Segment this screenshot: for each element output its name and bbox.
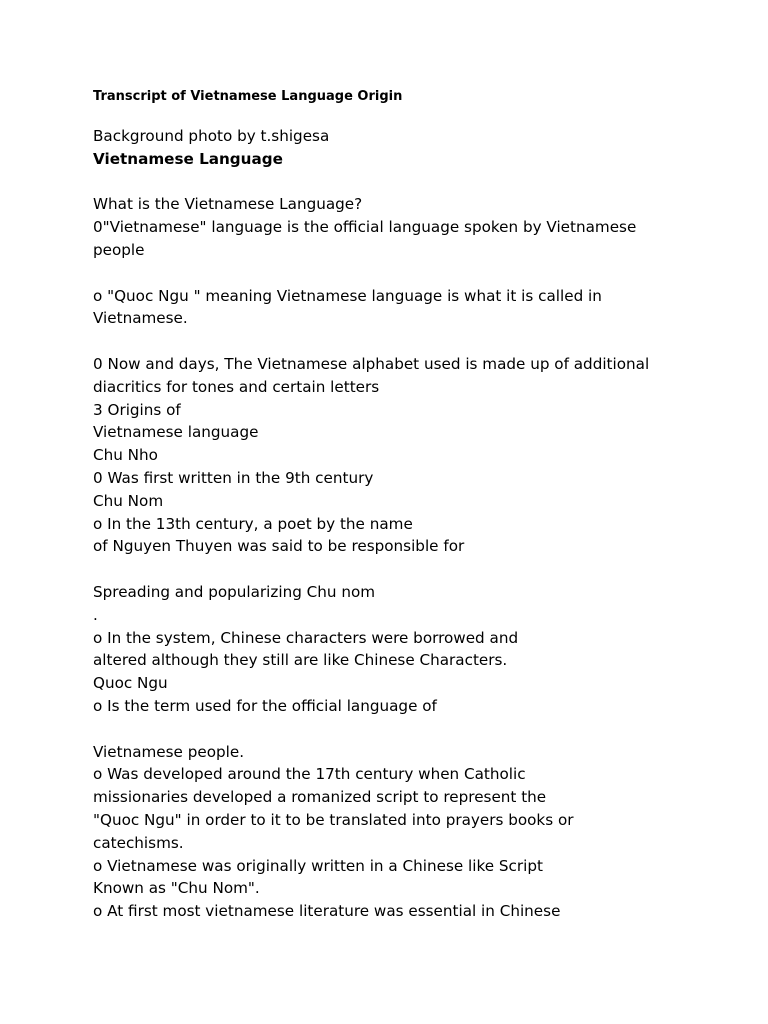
text-line: Vietnamese people. xyxy=(93,742,245,761)
blank-line xyxy=(93,558,733,581)
text-line: What is the Vietnamese Language? xyxy=(93,195,363,214)
text-line: missionaries developed a romanized script to represent the xyxy=(93,788,547,807)
text-line: Known as "Chu Nom". xyxy=(93,879,260,898)
text-line: o Vietnamese was originally written in a Chinese like Script xyxy=(93,856,543,875)
blank-line xyxy=(93,330,733,353)
blank-line xyxy=(93,262,733,285)
blank-line xyxy=(93,718,733,741)
text-line: o Was developed around the 17th century when Catholic xyxy=(93,765,526,784)
text-line: Quoc Ngu xyxy=(93,674,168,693)
text-line: o In the 13th century, a poet by the name xyxy=(93,514,413,533)
section-heading: Vietnamese Language xyxy=(93,149,283,168)
text-line: catechisms. xyxy=(93,833,184,852)
photo-credit-line: Background photo by t.shigesa xyxy=(93,127,330,145)
text-line: 0"Vietnamese" language is the official language spoken by Vietnamese xyxy=(93,218,637,237)
text-line: 3 Origins of xyxy=(93,400,181,419)
text-line: 0 Now and days, The Vietnamese alphabet used is made up of additional xyxy=(93,354,650,373)
text-line: Vietnamese language xyxy=(93,423,259,442)
blank-line xyxy=(93,171,733,194)
text-line: people xyxy=(93,240,145,259)
text-line: o At first most vietnamese literature was essential in Chinese xyxy=(93,902,561,921)
text-line: Spreading and popularizing Chu nom xyxy=(93,582,376,601)
text-line: . xyxy=(93,605,98,624)
text-line: Chu Nho xyxy=(93,446,158,465)
text-line: Chu Nom xyxy=(93,491,164,510)
document-title: Transcript of Vietnamese Language Origin xyxy=(93,89,403,104)
text-line: "Quoc Ngu" in order to it to be translated into prayers books or xyxy=(93,810,574,829)
text-line: 0 Was first written in the 9th century xyxy=(93,468,374,487)
document-body xyxy=(93,125,733,923)
text-line: of Nguyen Thuyen was said to be responsible for xyxy=(93,537,465,556)
text-line: altered although they still are like Chinese Characters. xyxy=(93,651,508,670)
text-line: diacritics for tones and certain letters xyxy=(93,377,380,396)
text-line: o In the system, Chinese characters were borrowed and xyxy=(93,628,519,647)
text-line: Vietnamese. xyxy=(93,309,188,328)
text-line: o Is the term used for the official language of xyxy=(93,696,437,715)
text-line: o "Quoc Ngu " meaning Vietnamese language is what it is called in xyxy=(93,286,602,305)
